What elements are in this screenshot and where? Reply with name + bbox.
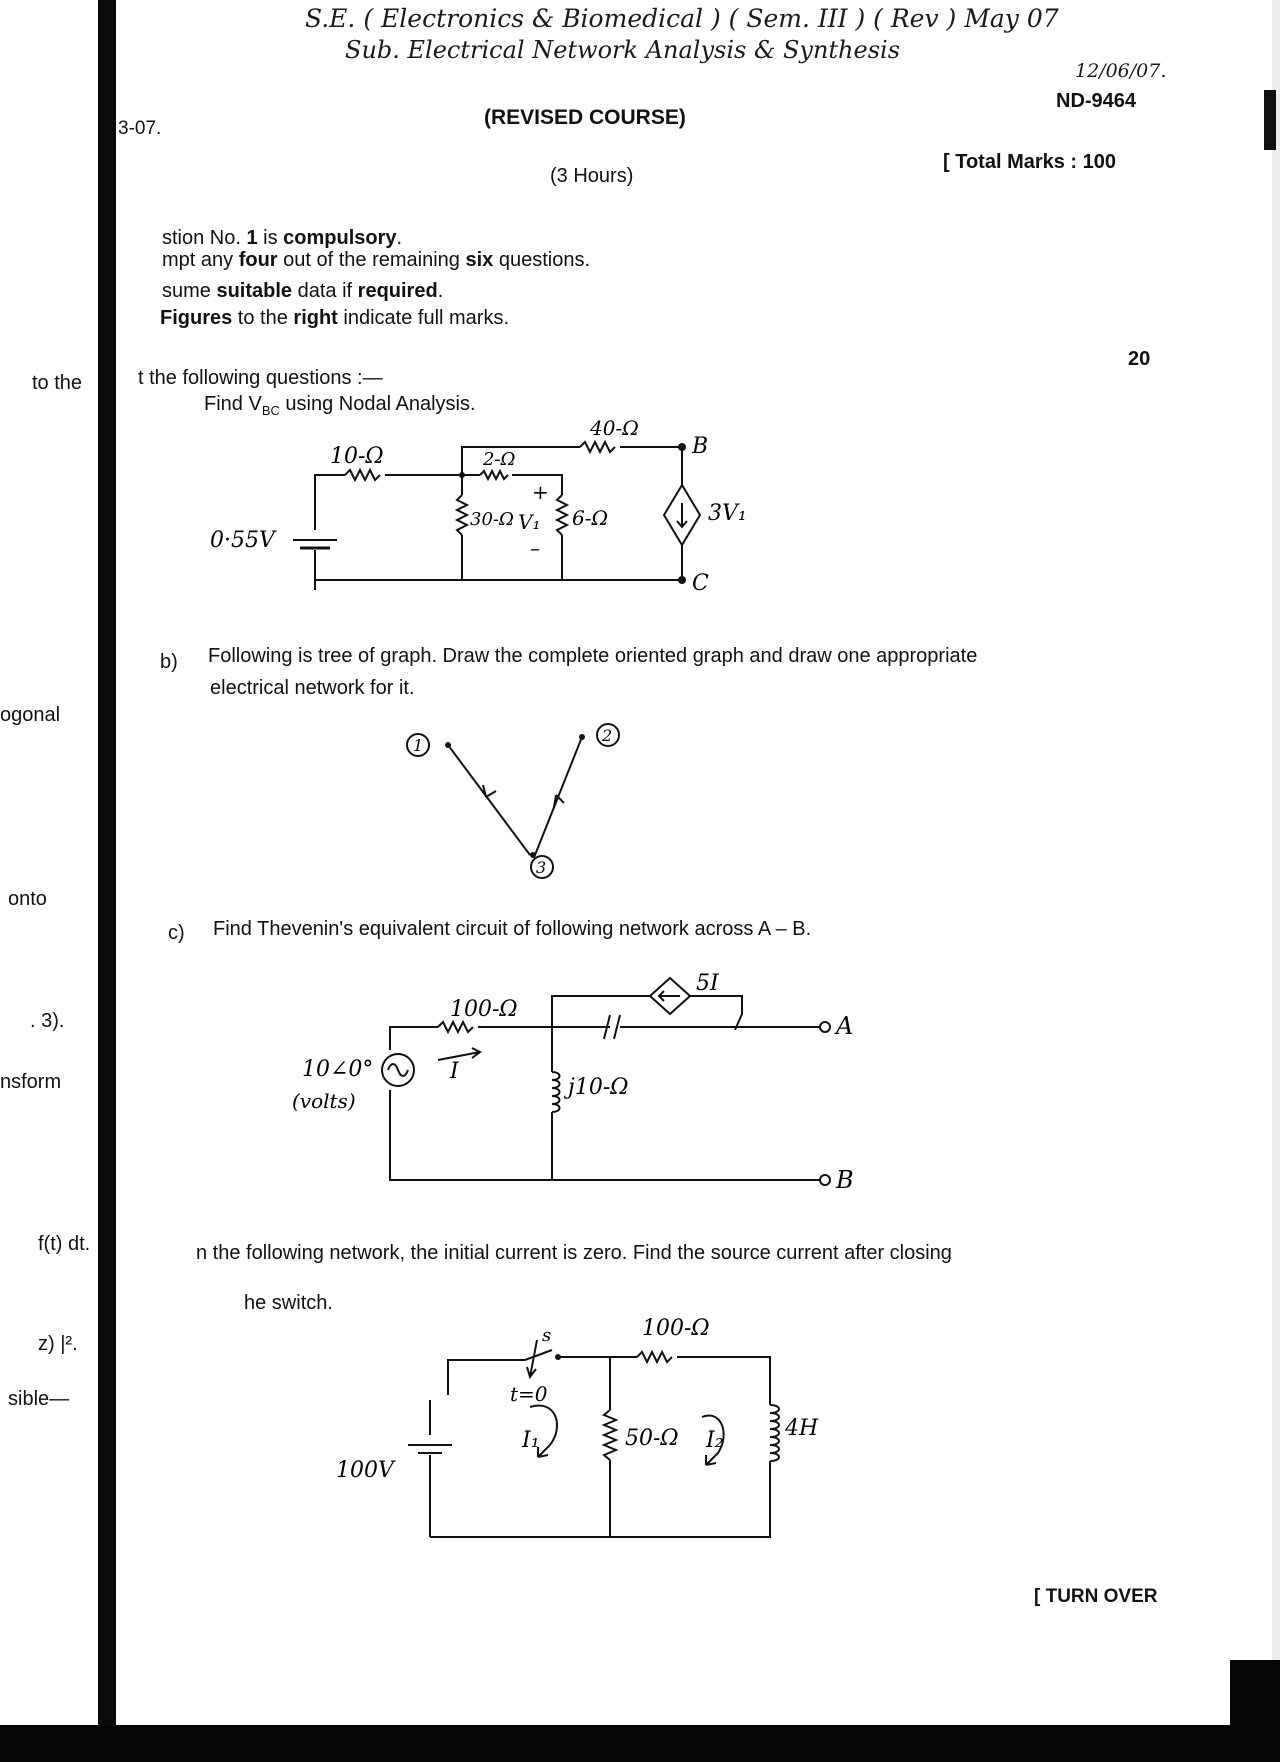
terminal-b-label: B — [836, 1166, 854, 1194]
question-1c-text: Find Thevenin's equivalent circuit of following network across A – B. — [213, 918, 812, 940]
question-1b-label: b) — [160, 651, 178, 673]
question-1-marks: 20 — [1128, 348, 1151, 370]
loop-current-2-label: I₂ — [706, 1428, 724, 1453]
source-voltage-label: 100V — [336, 1458, 394, 1483]
resistor-100-label: 100-Ω — [642, 1316, 710, 1341]
left-code: 3-07. — [118, 118, 162, 139]
question-1-intro: t the following questions :— — [138, 367, 383, 389]
ac-source-unit: (volts) — [292, 1089, 356, 1113]
v1-label: V₁ — [518, 510, 541, 534]
question-1a-text: Find $V_{BC}$ using Nodal Analysis. — [204, 393, 476, 418]
ac-source-value: 10∠0° — [302, 1057, 374, 1082]
margin-fragment: onto — [8, 888, 47, 910]
graph-tree-diagram — [370, 715, 640, 895]
terminal-a-label: A — [836, 1012, 854, 1040]
margin-fragment: z) |². — [38, 1333, 78, 1355]
scan-corner-shadow — [1230, 1660, 1280, 1740]
margin-fragment: f(t) dt. — [38, 1233, 91, 1255]
resistor-10-label: 10-Ω — [330, 444, 384, 469]
duration: (3 Hours) — [550, 165, 634, 187]
inductor-label: 4H — [785, 1416, 819, 1441]
circuit-a-diagram — [200, 415, 760, 600]
circuit-d-diagram — [330, 1305, 850, 1545]
handwritten-course-line: S.E. ( Electronics & Biomedical ) ( Sem. III ) ( Rev ) May 07 — [305, 4, 1059, 33]
node-c-label: C — [692, 571, 709, 596]
question-1b-line2: electrical network for it. — [210, 677, 415, 699]
previous-page-strip — [0, 0, 98, 1762]
v1-plus: + — [532, 480, 549, 504]
instruction-1: stion No. 1 is compulsory. — [162, 227, 403, 249]
course-title: (REVISED COURSE) — [484, 106, 686, 129]
node-3-label: 3 — [536, 858, 547, 877]
margin-fragment: to the — [32, 372, 83, 394]
instruction-2: mpt any four out of the remaining six questions. — [162, 249, 591, 271]
question-1c-label: c) — [168, 922, 185, 944]
node-c-dot — [678, 576, 686, 584]
paper-code: ND-9464 — [1056, 90, 1137, 112]
dependent-source-label: 5I — [696, 971, 719, 996]
resistor-30-label: 30-Ω — [470, 509, 514, 530]
dependent-source-label: 3V₁ — [708, 501, 747, 526]
node-b-label: B — [692, 434, 709, 459]
margin-fragment: sible— — [8, 1388, 70, 1410]
resistor-100-label: 100-Ω — [450, 997, 518, 1022]
instruction-4: Figures to the right indicate full marks. — [160, 307, 510, 329]
resistor-50-label: 50-Ω — [625, 1426, 679, 1451]
circuit-c-diagram — [280, 960, 860, 1200]
node-b-dot — [678, 443, 686, 451]
scan-bottom-shadow — [0, 1725, 1280, 1762]
margin-fragment: nsform — [0, 1071, 62, 1093]
resistor-6-label: 6-Ω — [572, 506, 609, 530]
handwritten-date: 12/06/07. — [1075, 60, 1167, 82]
page-edge-mark — [1264, 90, 1276, 150]
question-1b-line1: Following is tree of graph. Draw the complete oriented graph and draw one appropriate — [208, 645, 978, 667]
margin-fragment: ogonal — [0, 704, 61, 726]
turn-over: [ TURN OVER — [1034, 1586, 1158, 1607]
margin-fragment: . 3). — [30, 1010, 65, 1032]
switch-label: s — [542, 1325, 552, 1346]
loop-current-1-label: I₁ — [522, 1428, 540, 1453]
question-1d-line2: he switch. — [244, 1292, 333, 1314]
total-marks: [ Total Marks : 100 — [943, 151, 1117, 173]
handwritten-subject-line: Sub. Electrical Network Analysis & Synthesis — [345, 36, 901, 64]
source-voltage-label: 0·55V — [210, 528, 275, 553]
instruction-3: sume suitable data if required. — [162, 280, 444, 302]
switch-time-label: t=0 — [510, 1382, 548, 1406]
node-2-label: 2 — [602, 726, 613, 745]
question-1d-line1: n the following network, the initial current is zero. Find the source current after closing — [196, 1242, 952, 1264]
inductor-reactance-label: j10-Ω — [568, 1075, 629, 1100]
current-i-label: I — [450, 1059, 459, 1084]
resistor-2-label: 2-Ω — [483, 449, 516, 470]
resistor-40-label: 40-Ω — [590, 416, 639, 440]
page-spine-shadow — [98, 0, 116, 1762]
v1-minus: – — [530, 536, 540, 560]
page-edge — [1272, 0, 1280, 1762]
node-1-label: 1 — [413, 736, 424, 755]
